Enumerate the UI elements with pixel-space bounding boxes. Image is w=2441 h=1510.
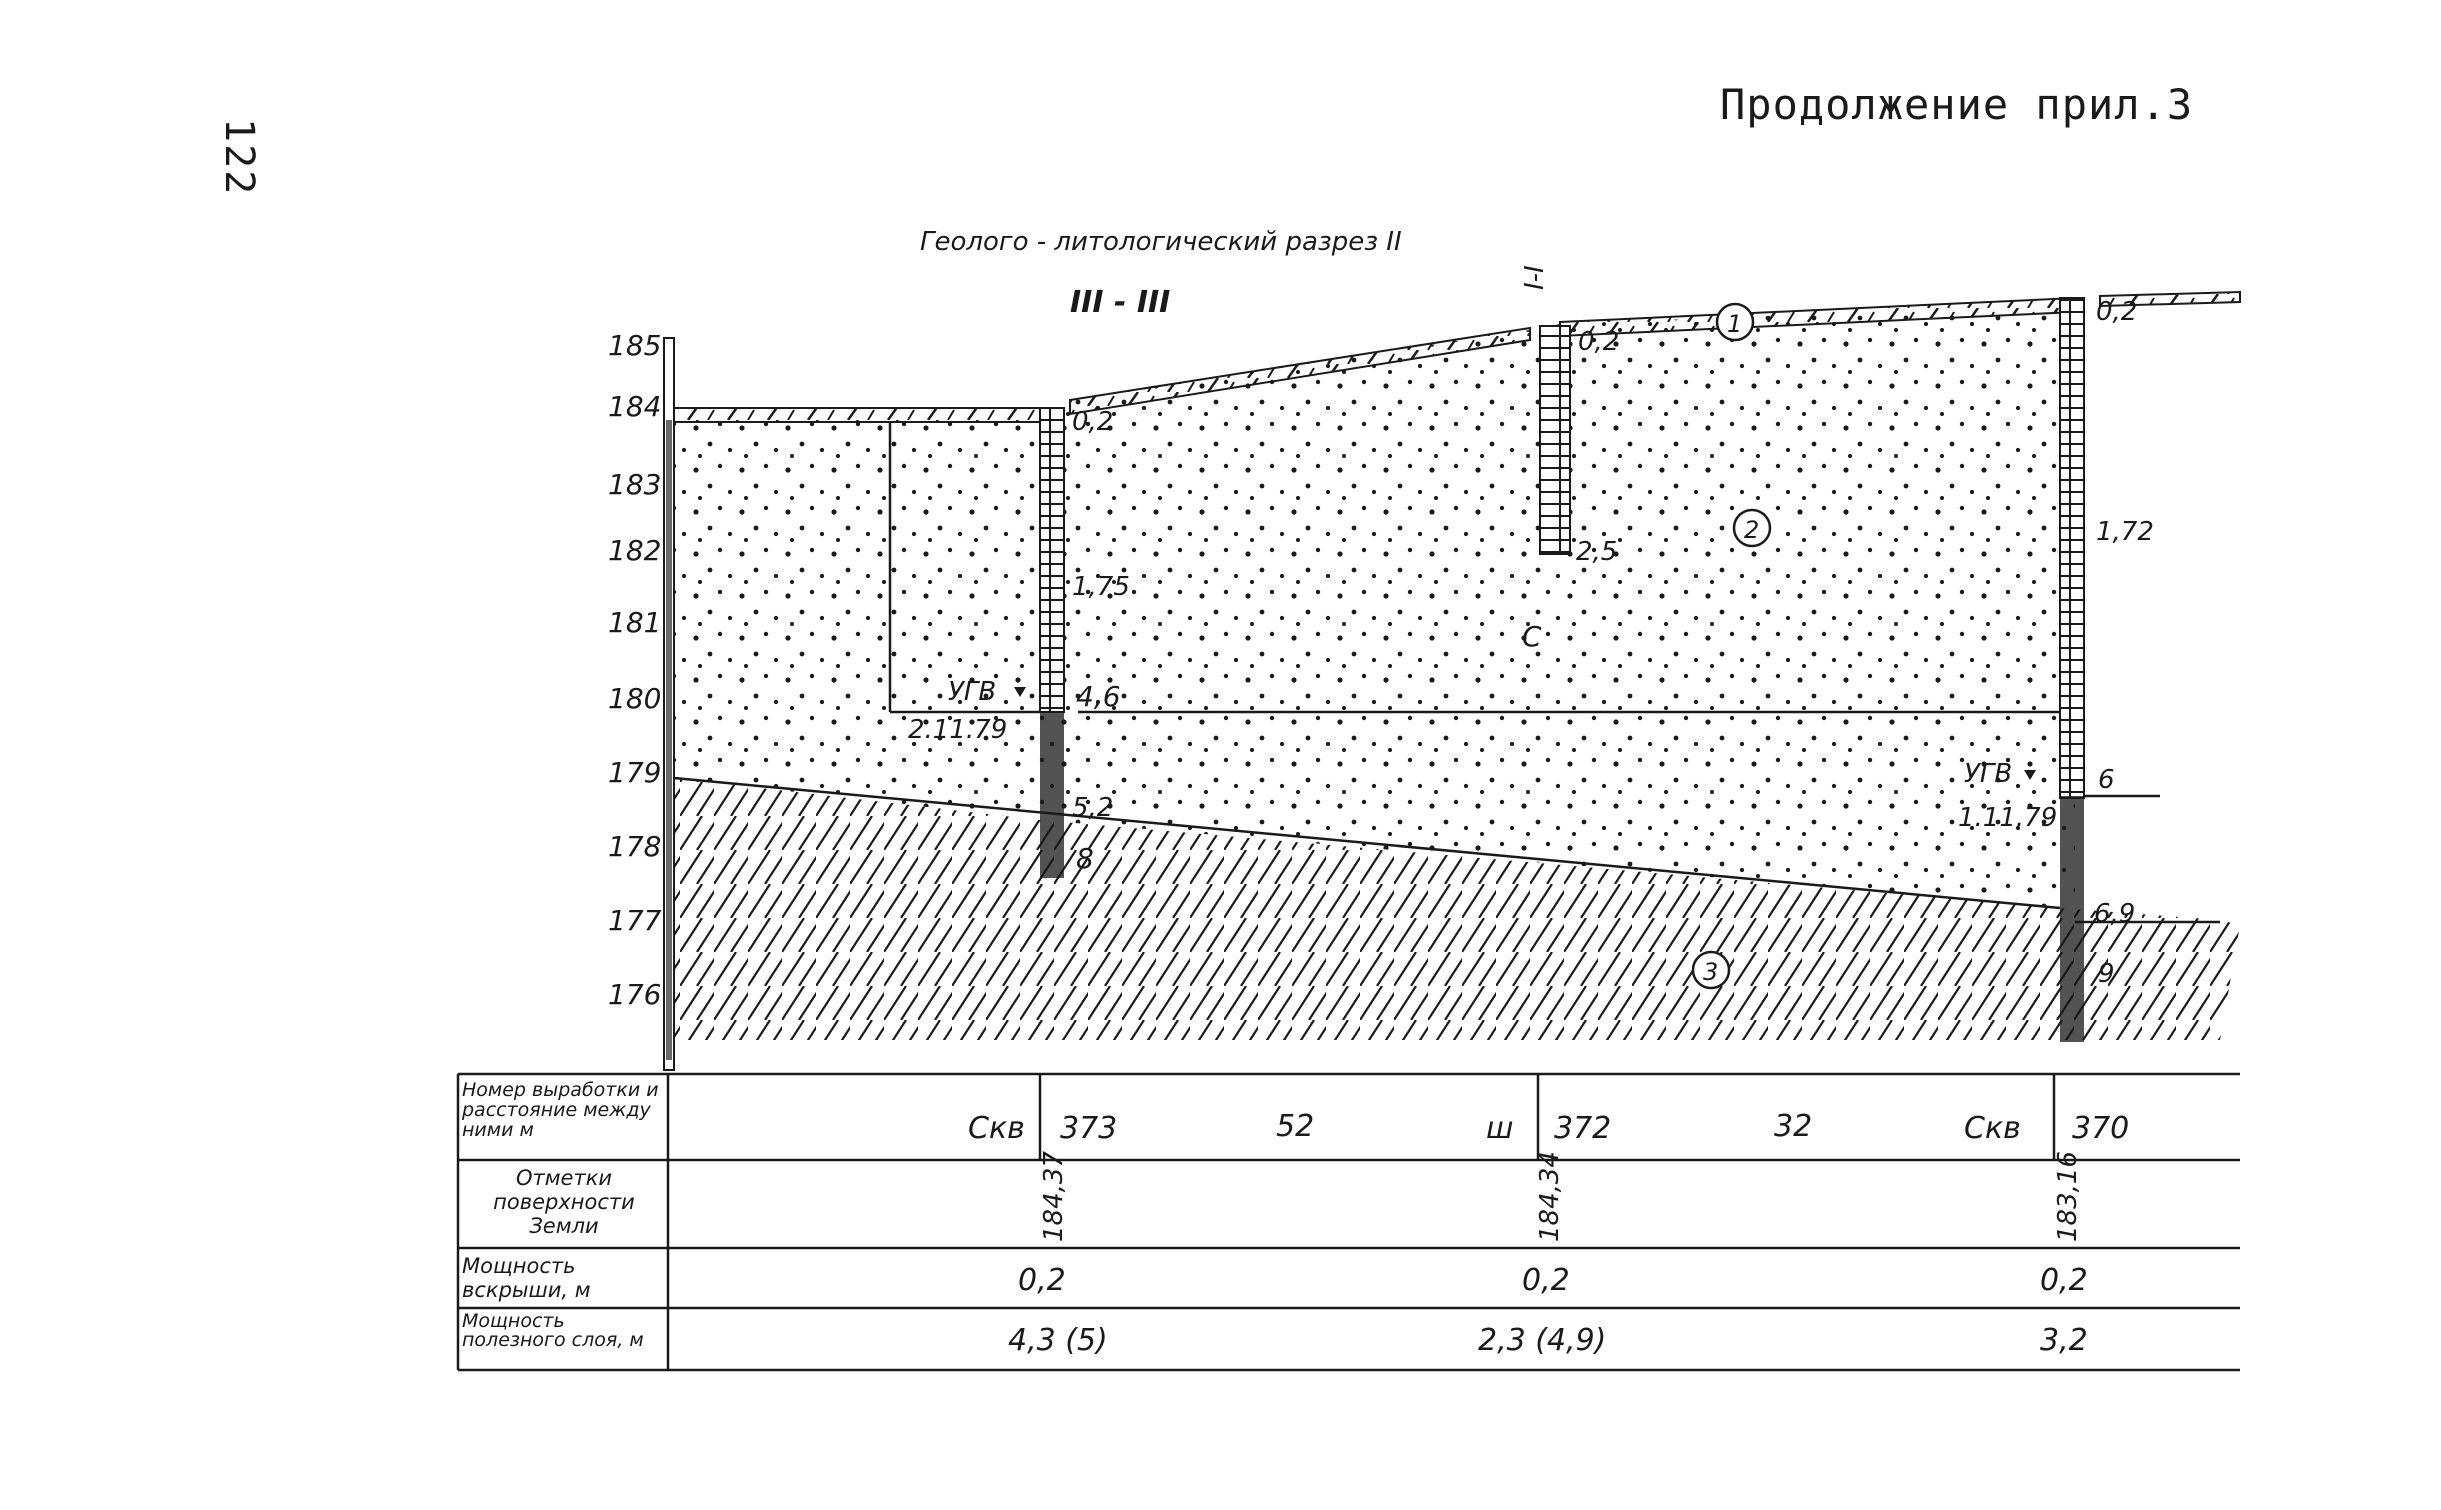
- working-2-number: 372: [1554, 1111, 1612, 1146]
- pit372-bottom: 2,5: [1576, 537, 1618, 567]
- overburden-370: 0,2: [2040, 1263, 2088, 1298]
- distance-1: 52: [1276, 1109, 1315, 1144]
- appendix-title: Продолжение прил.3: [1720, 80, 2194, 129]
- bh373-contact: 5,2: [1072, 793, 1114, 823]
- row-header-workings: Номер выработки и расстояние между ними м: [462, 1079, 659, 1141]
- row-header-overburden: Мощность вскрыши, м: [462, 1254, 591, 1302]
- y-label-181: 181: [608, 606, 662, 639]
- bh370-contact: 6,9: [2094, 899, 2136, 929]
- distance-2: 32: [1774, 1109, 1813, 1144]
- sand-index-label: С: [1522, 620, 1542, 653]
- crossing-label: I-I: [1520, 265, 1550, 290]
- working-3-type: Скв: [1964, 1111, 2021, 1146]
- bh370-top: 0,2: [2096, 297, 2138, 327]
- overburden-372: 0,2: [1522, 1263, 1570, 1298]
- row-header-useful-layer: Мощность полезного слоя, м: [462, 1310, 644, 1351]
- y-label-185: 185: [608, 329, 662, 362]
- working-3-number: 370: [2072, 1111, 2130, 1146]
- bh373-gwl-depth: 4,6: [1076, 680, 1121, 713]
- row-header-elevations: Отметки поверхности Земли: [493, 1166, 635, 1238]
- layer-2-label: 2: [1744, 516, 1760, 544]
- bh373-bottom: 8: [1076, 842, 1094, 875]
- bh370-gwl-label: УГВ: [1964, 759, 2013, 789]
- overburden-373: 0,2: [1018, 1263, 1066, 1298]
- layer-3-label: 3: [1703, 958, 1719, 986]
- useful-373: 4,3 (5): [1008, 1323, 1108, 1358]
- y-label-182: 182: [608, 534, 662, 567]
- y-label-177: 177: [608, 904, 662, 937]
- y-label-184: 184: [608, 390, 662, 423]
- elevation-373: 184,37: [1039, 1151, 1069, 1242]
- section-label: III - III: [1070, 285, 1171, 320]
- bh373-gwl-date: 2.11.79: [908, 715, 1008, 745]
- working-1-type: Скв: [968, 1111, 1025, 1146]
- bh370-bottom: 9: [2098, 959, 2115, 989]
- bh370-gwl-date: 1.11.79: [1958, 803, 2058, 833]
- page-number: 122: [216, 118, 262, 197]
- useful-372: 2,3 (4,9): [1478, 1323, 1607, 1358]
- soil-layer: [674, 408, 1040, 422]
- working-2-type: ш: [1486, 1111, 1514, 1146]
- layer-1-label: 1: [1727, 310, 1743, 338]
- useful-370: 3,2: [2040, 1323, 2088, 1358]
- section-title: Геолого - литологический разрез II: [920, 227, 1402, 257]
- y-label-180: 180: [608, 682, 662, 715]
- y-label-178: 178: [608, 830, 662, 863]
- y-label-183: 183: [608, 468, 662, 501]
- y-axis: [608, 329, 674, 1070]
- y-label-179: 179: [608, 756, 662, 789]
- bh370-gwl-depth: 6: [2098, 765, 2115, 795]
- bh370-depth1: 1,72: [2096, 517, 2154, 547]
- elevation-372: 184,34: [1535, 1151, 1565, 1242]
- elevation-370: 183,16: [2053, 1151, 2083, 1242]
- bh373-top: 0,2: [1072, 407, 1114, 437]
- y-label-176: 176: [608, 978, 662, 1011]
- pit372-top: 0,2: [1578, 327, 1620, 357]
- bh373-depth1: 1,75: [1072, 572, 1130, 602]
- working-1-number: 373: [1060, 1111, 1118, 1146]
- bh373-gwl-label: УГВ: [948, 677, 997, 707]
